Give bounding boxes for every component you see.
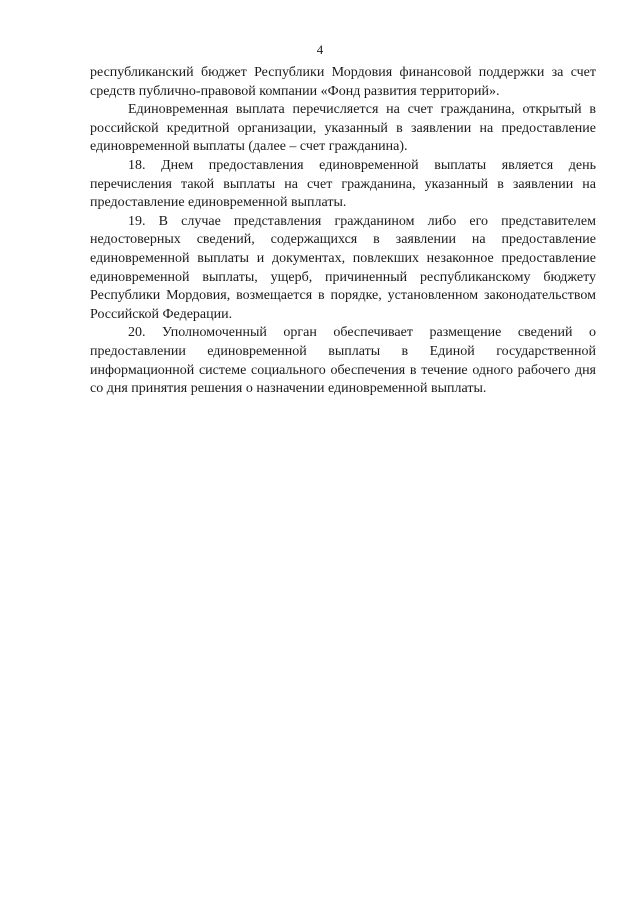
paragraph-item-19: 19. В случае представления гражданином либо его представителем недостоверных сведений, содержащихся в заявлении на предоставление единовременной выплаты и документах, повлекших незаконное предоставление единовременной выплаты, ущерб, причиненный республиканскому бюджету Республики Мордовия, возмещается в порядке, установленном законодательством Российской Федерации. bbox=[90, 213, 596, 322]
paragraph-continuation: республиканский бюджет Республики Мордовия финансовой поддержки за счет средств публично-правовой компании «Фонд развития территорий». bbox=[90, 65, 596, 99]
paragraph-item-18: 18. Днем предоставления единовременной выплаты является день перечисления такой выплаты на счет гражданина, указанный в заявлении на предоставление единовременной выплаты. bbox=[90, 157, 596, 211]
paragraph-item-20: 20. Уполномоченный орган обеспечивает размещение сведений о предоставлении единовременной выплаты в Единой государственной информационной системе социального обеспечения в течение одного рабочего дня со дня принятия решения о назначении единовременной выплаты. bbox=[90, 325, 596, 397]
document-body bbox=[90, 64, 596, 399]
page-number: 4 bbox=[316, 42, 324, 57]
paragraph-payment-account: Единовременная выплата перечисляется на счет гражданина, открытый в российской кредитной организации, указанный в заявлении на предоставление единовременной выплаты (далее – счет гражданина). bbox=[90, 102, 596, 155]
